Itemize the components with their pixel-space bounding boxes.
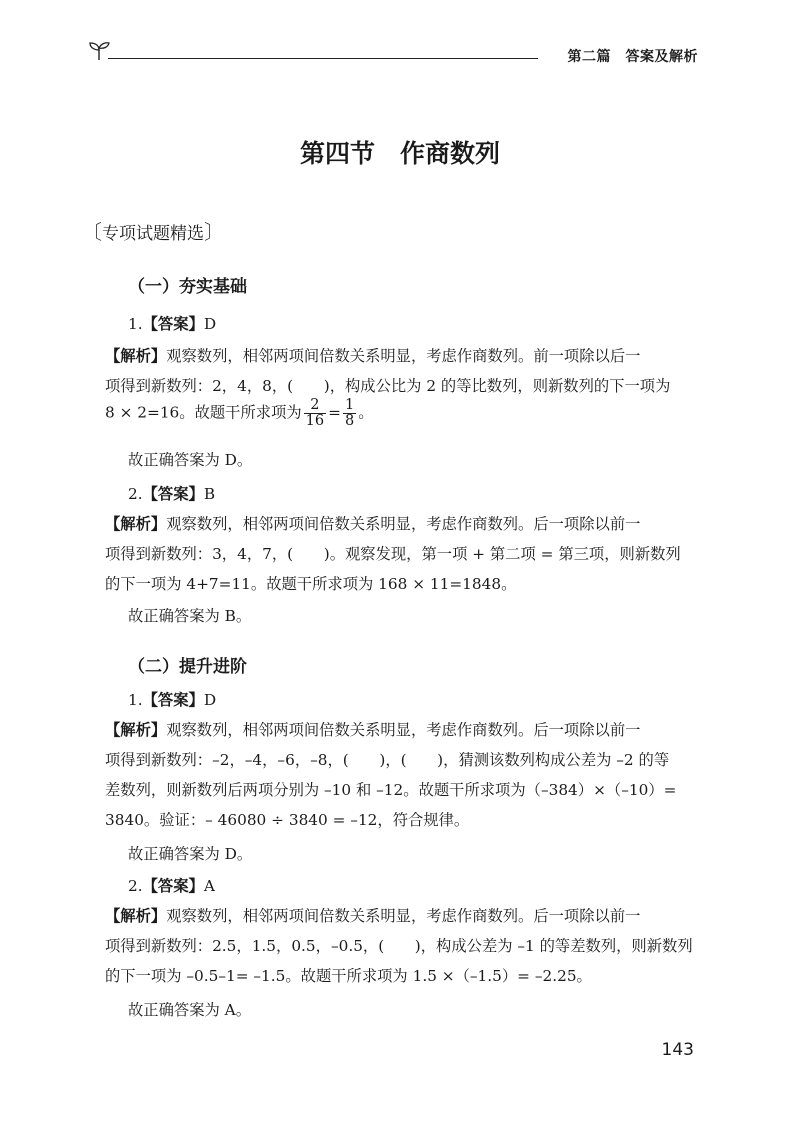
analysis-text: 8 × 2=16。故题干所求项为 <box>105 403 302 422</box>
p1q1-conclusion: 故正确答案为 D。 <box>128 451 253 469</box>
running-head: 第二篇 答案及解析 <box>567 49 698 65</box>
p1q1-analysis-line3 <box>105 398 374 429</box>
analysis-text: 观察数列，相邻两项间倍数关系明显，考虑作商数列。后一项除以前一 <box>166 515 641 533</box>
page-number: 143 <box>661 1040 694 1060</box>
answer-number: 2. <box>128 485 143 503</box>
p2q1-analysis-line4: 3840。验证：– 46080 ÷ 3840 = –12，符合规律。 <box>105 811 470 829</box>
part1-heading: （一）夯实基础 <box>128 277 247 297</box>
answer-number: 2. <box>128 877 143 895</box>
p2q1-analysis-line2: 项得到新数列：–2，–4，–6，–8，( )，( )，猜测该数列构成公差为 –2 的等 <box>105 751 670 769</box>
answer-label: 【答案】 <box>142 691 204 709</box>
special-title-text: 专项试题精选 <box>102 224 204 244</box>
p1q1-answer <box>128 312 216 334</box>
equals-sign: = <box>328 403 341 422</box>
analysis-label: 【解析】 <box>105 907 167 925</box>
special-title <box>82 216 224 245</box>
answer-value: A <box>203 877 215 895</box>
analysis-label: 【解析】 <box>105 515 167 533</box>
p2q1-analysis-line1 <box>105 718 640 740</box>
answer-number: 1. <box>128 691 143 709</box>
fraction <box>343 398 356 429</box>
answer-value: D <box>203 315 217 333</box>
fraction-denominator: 16 <box>305 413 325 430</box>
p1q2-analysis-line3: 的下一项为 4+7=11。故题干所求项为 168 × 11=1848。 <box>105 575 517 593</box>
fraction-numerator: 2 <box>304 398 326 414</box>
p1q1-analysis-line2: 项得到新数列：2，4，8，( )，构成公比为 2 的等比数列，则新数列的下一项为 <box>105 377 671 395</box>
close-bracket: 〕 <box>204 220 224 244</box>
section-title: 第四节 作商数列 <box>299 139 500 168</box>
p1q2-analysis-line2: 项得到新数列：3，4，7，( )。观察发现，第一项 + 第二项 = 第三项，则新数列 <box>105 545 681 563</box>
answer-label: 【答案】 <box>142 315 204 333</box>
answer-value: B <box>203 485 216 503</box>
analysis-text: 观察数列，相邻两项间倍数关系明显，考虑作商数列。后一项除以前一 <box>166 907 641 925</box>
sprout-icon <box>86 38 112 64</box>
p2q2-conclusion: 故正确答案为 A。 <box>128 1001 251 1019</box>
analysis-text: 。 <box>358 403 374 422</box>
p2q1-analysis-line3: 差数列，则新数列后两项分别为 –10 和 –12。故题干所求项为（–384）×（–10）= <box>105 781 677 799</box>
p1q1-analysis-line1 <box>105 344 640 366</box>
answer-value: D <box>203 691 217 709</box>
p2q2-answer <box>128 874 215 896</box>
answer-label: 【答案】 <box>142 485 204 503</box>
fraction <box>304 398 326 429</box>
analysis-label: 【解析】 <box>105 721 167 739</box>
open-bracket: 〔 <box>82 220 102 244</box>
analysis-label: 【解析】 <box>105 347 167 365</box>
fraction-denominator: 8 <box>344 413 355 430</box>
p2q1-conclusion: 故正确答案为 D。 <box>128 845 253 863</box>
p2q2-analysis-line1 <box>105 904 640 926</box>
p2q2-analysis-line3: 的下一项为 –0.5–1= –1.5。故题干所求项为 1.5 ×（–1.5）= –2.25。 <box>105 967 592 985</box>
p2q1-answer <box>128 688 216 710</box>
analysis-text: 观察数列，相邻两项间倍数关系明显，考虑作商数列。前一项除以后一 <box>166 347 641 365</box>
answer-label: 【答案】 <box>142 877 204 895</box>
answer-number: 1. <box>128 315 143 333</box>
page-header <box>86 38 698 68</box>
p2q2-analysis-line2: 项得到新数列：2.5，1.5，0.5，–0.5，( )，构成公差为 –1 的等差数列，则新数列 <box>105 937 693 955</box>
fraction-numerator: 1 <box>344 397 355 413</box>
part2-heading: （二）提升进阶 <box>128 657 247 677</box>
p1q2-conclusion: 故正确答案为 B。 <box>128 607 252 625</box>
header-rule <box>108 58 538 59</box>
p1q2-answer <box>128 482 215 504</box>
p1q2-analysis-line1 <box>105 512 640 534</box>
analysis-text: 观察数列，相邻两项间倍数关系明显，考虑作商数列。后一项除以前一 <box>166 721 641 739</box>
